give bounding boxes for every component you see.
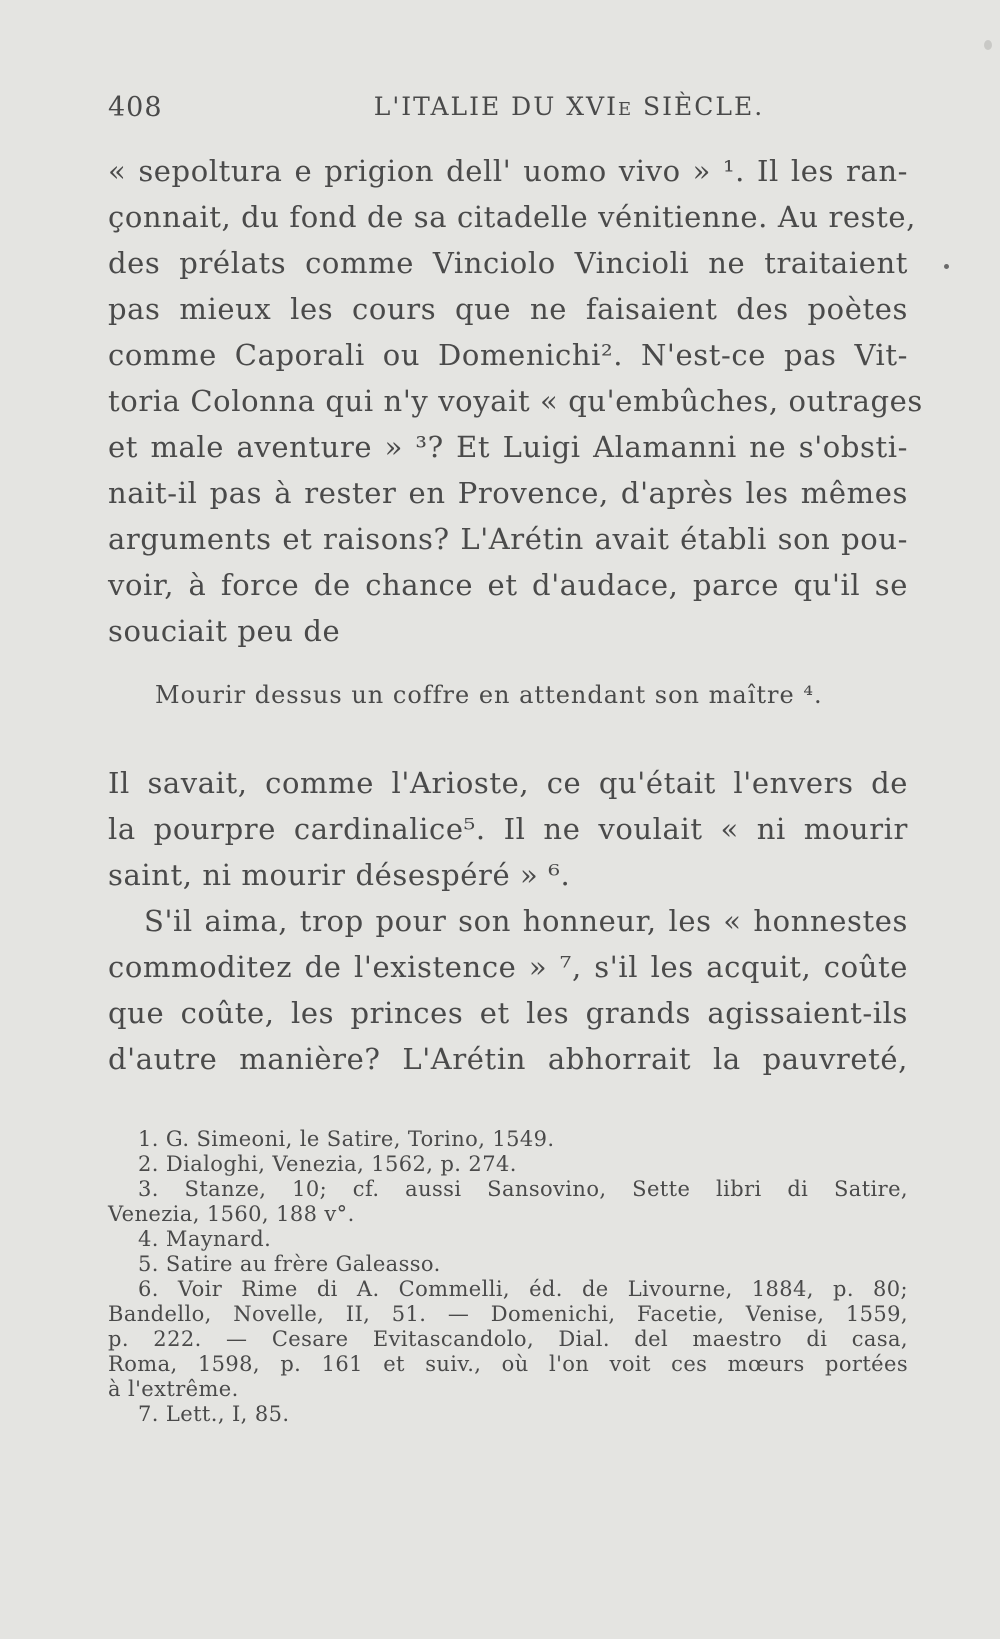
running-head: L'ITALIE DU XVIe SIÈCLE. [373, 92, 765, 121]
footnote: 3. Stanze, 10; cf. aussi Sansovino, Sette libri di Satire, [138, 1177, 908, 1201]
footnote: Bandello, Novelle, II, 51. — Domenichi, Facetie, Venise, 1559, [108, 1302, 908, 1326]
footnote: 2. Dialoghi, Venezia, 1562, p. 274. [138, 1152, 517, 1176]
verse-quote: Mourir dessus un coffre en attendant son maître ⁴. [155, 681, 823, 709]
text-line: nait-il pas à rester en Provence, d'après les mêmes [108, 476, 908, 510]
text-line: S'il aima, trop pour son honneur, les « honnestes [144, 904, 908, 938]
footnote: Venezia, 1560, 188 v°. [108, 1202, 355, 1226]
text-line: d'autre manière? L'Arétin abhorrait la pauvreté, [108, 1042, 908, 1076]
text-line: çonnait, du fond de sa citadelle vénitienne. Au reste, [108, 200, 916, 234]
page-number: 408 [108, 92, 163, 123]
paragraph-1 [108, 148, 923, 654]
footnote: 4. Maynard. [138, 1227, 272, 1251]
text-line: « sepoltura e prigion dell' uomo vivo » ¹. Il les ran- [108, 154, 908, 188]
text-line: pas mieux les cours que ne faisaient des poètes [108, 292, 908, 326]
text-line: saint, ni mourir désespéré » ⁶. [108, 858, 571, 892]
footnote: 5. Satire au frère Galeasso. [138, 1252, 441, 1276]
paragraph-2 [108, 760, 908, 1082]
text-line: des prélats comme Vinciolo Vincioli ne traitaient [108, 246, 908, 280]
text-line: la pourpre cardinalice⁵. Il ne voulait « ni mourir [108, 812, 908, 846]
text-line: comme Caporali ou Domenichi². N'est-ce pas Vit- [108, 338, 908, 372]
ink-dot [944, 264, 949, 269]
footnote: 1. G. Simeoni, le Satire, Torino, 1549. [138, 1127, 555, 1151]
footnote: 6. Voir Rime di A. Commelli, éd. de Livourne, 1884, p. 80; [138, 1277, 908, 1301]
text-line: et male aventure » ³? Et Luigi Alamanni ne s'obsti- [108, 430, 908, 464]
footnote: p. 222. — Cesare Evitascandolo, Dial. del maestro di casa, [108, 1327, 908, 1351]
footnote: Roma, 1598, p. 161 et suiv., où l'on voit ces mœurs portées [108, 1352, 908, 1376]
text-line: voir, à force de chance et d'audace, parce qu'il se [108, 568, 908, 602]
page-header [108, 92, 910, 132]
text-line: toria Colonna qui n'y voyait « qu'embûches, outrages [108, 384, 923, 418]
footnote: à l'extrême. [108, 1377, 239, 1401]
text-line: commoditez de l'existence » ⁷, s'il les acquit, coûte [108, 950, 908, 984]
text-line: arguments et raisons? L'Arétin avait établi son pou- [108, 522, 908, 556]
text-line: souciait peu de [108, 614, 341, 648]
text-line: que coûte, les princes et les grands agissaient-ils [108, 996, 908, 1030]
text-line: Il savait, comme l'Arioste, ce qu'était l'envers de [108, 766, 908, 800]
paper-smudge [984, 40, 992, 50]
footnotes [108, 1127, 908, 1427]
footnote: 7. Lett., I, 85. [138, 1402, 290, 1426]
